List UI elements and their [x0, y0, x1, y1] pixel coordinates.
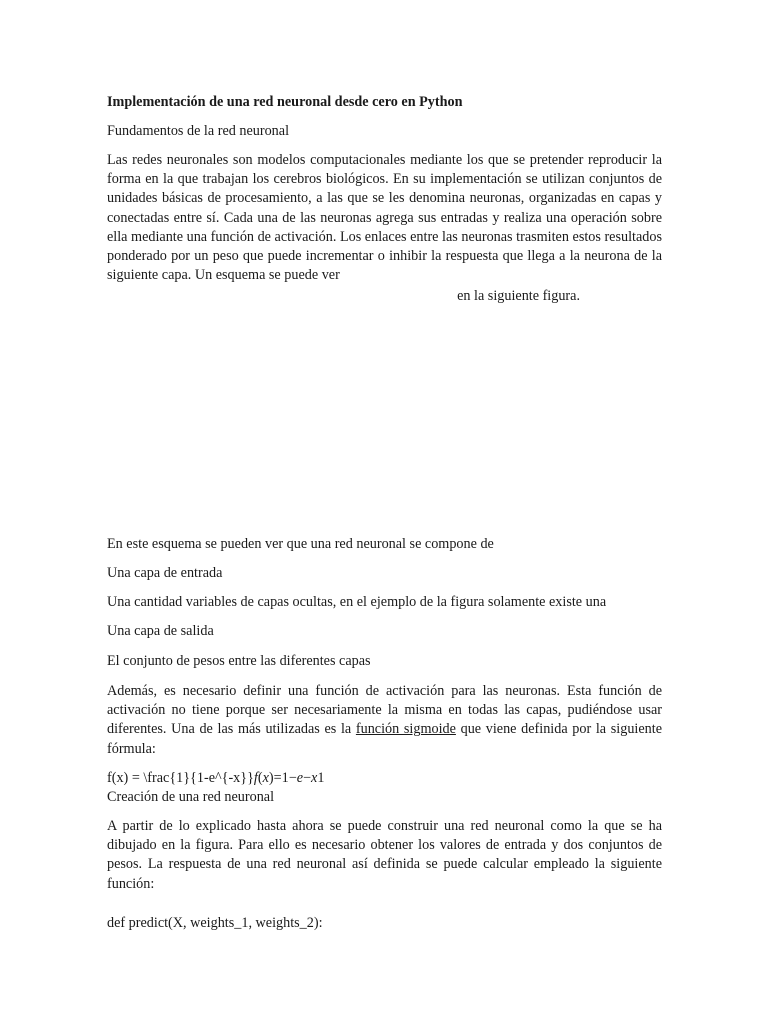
sigmoid-function-link[interactable]: función sigmoide: [355, 721, 456, 738]
figure-placeholder: [107, 312, 662, 512]
formula-x: x: [262, 770, 269, 786]
paragraph-activation-text: Además, es necesario definir una función de activación para las neuronas. Esta función de activación no tiene porque ser necesariamente la misma en todas las capas, pudiéndose usar diferentes. Una de las más utilizadas es la: [107, 683, 662, 738]
formula-one: 1: [317, 770, 325, 786]
formula-x2: x: [311, 770, 318, 786]
scheme-intro: En este esquema se pueden ver que una red neuronal se compone de: [107, 536, 494, 552]
formula-e: e: [296, 770, 304, 786]
code-line: def predict(X, weights_1, weights_2):: [107, 915, 323, 931]
list-item: El conjunto de pesos entre las diferentes capas: [107, 653, 371, 669]
list-item: Una cantidad variables de capas ocultas, en el ejemplo de la figura solamente existe una: [107, 594, 607, 610]
document-title: Implementación de una red neuronal desde cero en Python: [107, 94, 463, 110]
paragraph-activation-text-end: que viene definida por la siguiente fórmula:: [107, 721, 662, 757]
formula-minus: −: [303, 770, 312, 786]
formula-f: f: [253, 770, 258, 786]
formula: f(x) = \frac{1}{1-e^{-x}}f(x)=1−e−x1: [107, 770, 325, 786]
formula-mid: )=1−: [268, 770, 297, 786]
formula-latex: f(x) = \frac{1}{1-e^{-x}}: [107, 770, 254, 786]
paragraph-creation: A partir de lo explicado hasta ahora se puede construir una red neuronal como la que se ha dibujado en la figura. Para ello es necesario obtener los valores de entrada y dos conjuntos de pesos. La respuesta de una red neuronal así definida se puede calcular empleado la siguiente función:: [107, 818, 662, 892]
list-item: Una capa de salida: [107, 623, 214, 639]
section-heading-creacion: Creación de una red neuronal: [107, 789, 275, 805]
list-item: Una capa de entrada: [107, 565, 223, 581]
paragraph-intro-tail: en la siguiente figura.: [457, 288, 580, 304]
section-heading-fundamentos: Fundamentos de la red neuronal: [107, 123, 290, 139]
paragraph-activation: [107, 682, 662, 759]
paragraph-intro: Las redes neuronales son modelos computacionales mediante los que se pretender reproducir la forma en la que trabajan los cerebros biológicos. En su implementación se utilizan conjuntos de unidades básicas de procesamiento, a las que se les denomina neuronas, organizadas en capas y conectadas entre sí. Cada una de las neuronas agrega sus entradas y realiza una operación sobre ella mediante una función de activación. Los enlaces entre las neuronas trasmiten estos resultados ponderado por un peso que puede incrementar o inhibir la respuesta que llega a la neurona de la siguiente capa. Un esquema se puede ver: [107, 152, 662, 284]
